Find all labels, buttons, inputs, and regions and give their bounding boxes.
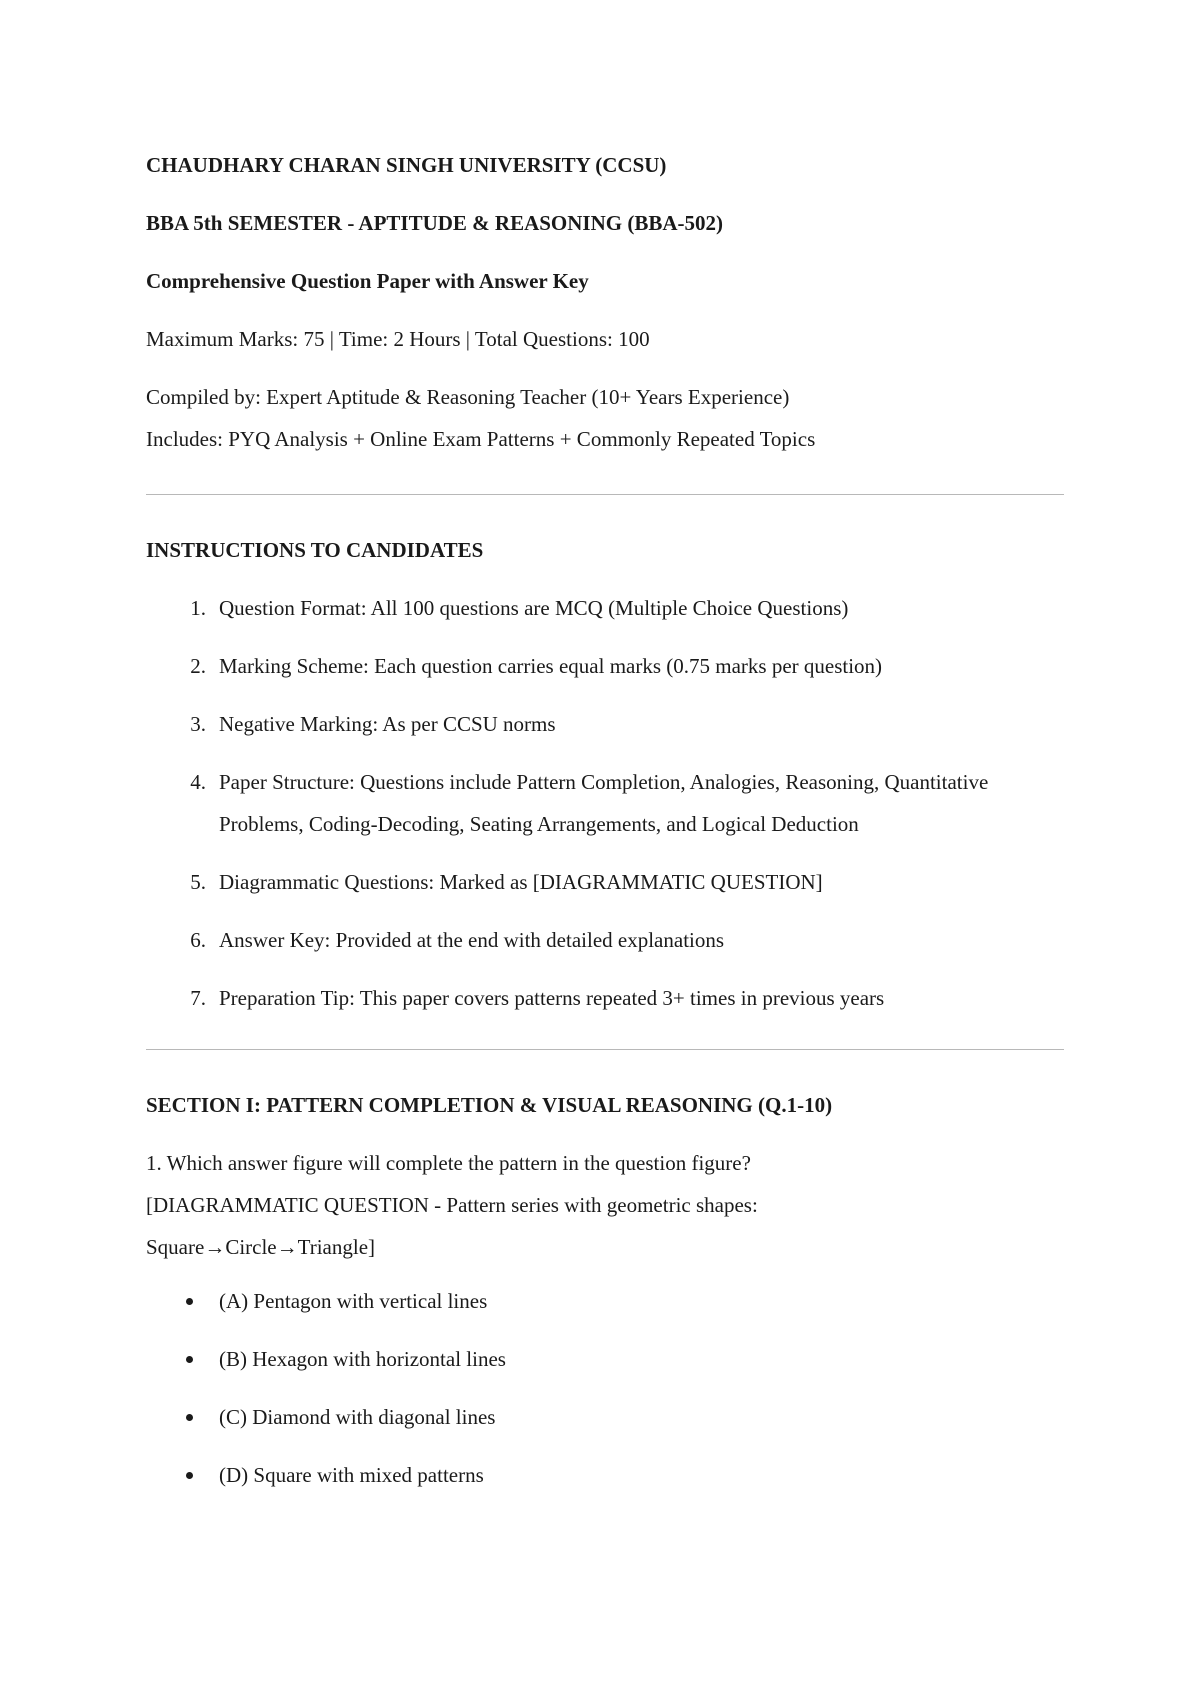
section-heading: SECTION I: PATTERN COMPLETION & VISUAL REASONING (Q.1-10)	[146, 1093, 833, 1117]
instruction-item	[146, 587, 1064, 629]
instruction-text: Preparation Tip: This paper covers patterns repeated 3+ times in previous years	[219, 986, 885, 1010]
instruction-item	[146, 919, 1064, 961]
course-title: BBA 5th SEMESTER - APTITUDE & REASONING (BBA-502)	[146, 211, 724, 235]
option-item	[146, 1396, 1064, 1438]
bullet-icon	[186, 1356, 193, 1363]
bullet-icon	[186, 1414, 193, 1421]
instruction-text: Marking Scheme: Each question carries equal marks (0.75 marks per question)	[219, 654, 883, 678]
option-item	[146, 1280, 1064, 1322]
question-note: [DIAGRAMMATIC QUESTION - Pattern series with geometric shapes:	[146, 1193, 758, 1217]
option-item	[146, 1454, 1064, 1496]
compiled-by: Compiled by: Expert Aptitude & Reasoning Teacher (10+ Years Experience)	[146, 385, 790, 409]
instruction-number: 2.	[190, 654, 206, 678]
divider	[146, 494, 1064, 495]
question-note-cont: Square→Circle→Triangle]	[146, 1235, 376, 1259]
instruction-number: 1.	[190, 596, 206, 620]
instruction-number: 6.	[190, 928, 206, 952]
instruction-item	[146, 761, 1064, 845]
option-item	[146, 1338, 1064, 1380]
instruction-text: Answer Key: Provided at the end with detailed explanations	[219, 928, 725, 952]
instruction-number: 5.	[190, 870, 206, 894]
instruction-text: Diagrammatic Questions: Marked as [DIAGRAMMATIC QUESTION]	[219, 870, 823, 894]
options-list	[146, 1280, 1064, 1496]
instruction-text: Negative Marking: As per CCSU norms	[219, 712, 556, 736]
includes-note: Includes: PYQ Analysis + Online Exam Patterns + Commonly Repeated Topics	[146, 427, 816, 451]
exam-meta: Maximum Marks: 75 | Time: 2 Hours | Total Questions: 100	[146, 327, 650, 351]
bullet-icon	[186, 1298, 193, 1305]
option-text: (D) Square with mixed patterns	[219, 1463, 484, 1487]
option-text: (C) Diamond with diagonal lines	[219, 1405, 496, 1429]
bullet-icon	[186, 1472, 193, 1479]
university-title: CHAUDHARY CHARAN SINGH UNIVERSITY (CCSU)	[146, 153, 667, 177]
instructions-heading: INSTRUCTIONS TO CANDIDATES	[146, 538, 484, 562]
paper-title: Comprehensive Question Paper with Answer Key	[146, 269, 589, 293]
option-text: (B) Hexagon with horizontal lines	[219, 1347, 506, 1371]
instruction-item	[146, 977, 1064, 1019]
instruction-text: Question Format: All 100 questions are MCQ (Multiple Choice Questions)	[219, 596, 849, 620]
instruction-item	[146, 645, 1064, 687]
instruction-item	[146, 861, 1064, 903]
divider	[146, 1049, 1064, 1050]
instruction-text: Paper Structure: Questions include Pattern Completion, Analogies, Reasoning, Quantitative Problems, Coding-Decoding, Seating Arrangements, and Logical Deduction	[219, 770, 989, 836]
option-text: (A) Pentagon with vertical lines	[219, 1289, 488, 1313]
instruction-item	[146, 703, 1064, 745]
instruction-number: 7.	[190, 986, 206, 1010]
instructions-list	[146, 587, 1064, 1019]
question-text: 1. Which answer figure will complete the pattern in the question figure?	[146, 1151, 751, 1175]
instruction-number: 3.	[190, 712, 206, 736]
instruction-number: 4.	[190, 770, 206, 794]
